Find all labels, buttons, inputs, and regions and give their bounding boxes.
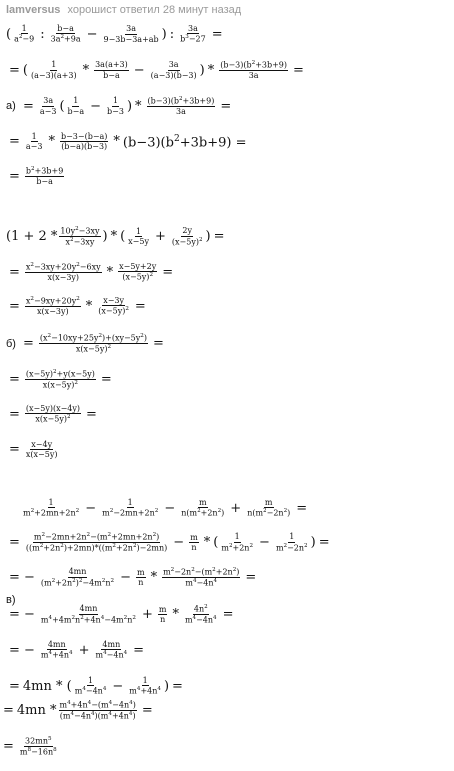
solution-line: = $\frac{m^2-2mn+2n^2-(m^2+2mn+2n^2)}{((m^2+2n^2)+2mn)*((m^2+2n^2)-2mn)}$ − $\frac{m}{n}$ * ( $\frac{1}{m^2+2n^2}$ − $\frac{1}{m^2-2n^2}$ ) =: [9, 532, 330, 553]
solution-line: = 4mn * $\frac{m^4+4n^4-(m^4-4n^4)}{(m^4-4n^4)(m^4+4n^4)}$ =: [3, 700, 153, 721]
solution-line: = ( $\frac{1}{(a-3)(a+3)}$ * $\frac{3a(a+3)}{b-a}$ − $\frac{3a}{(a-3)(b-3)}$ ) * $\frac{(b-3)(b^2+3b+9)}{3a}$ =: [9, 60, 304, 80]
part-label-b: б): [6, 338, 16, 350]
part-label-a: а): [6, 100, 16, 112]
part-label-v: в): [6, 594, 16, 606]
solution-line: = − $\frac{4mn}{m^4+4n^4}$ + $\frac{4mn}{m^4-4n^4}$ =: [9, 640, 145, 660]
solution-line: = $\frac{(x-5y)(x-4y)}{x(x-5y)^2}$ =: [9, 404, 97, 424]
answer-header: [6, 4, 241, 16]
solution-line: = 4mn * ( $\frac{1}{m^4-4n^4}$ − $\frac{1}{m^4+4n^4}$ ) =: [9, 676, 183, 696]
solution-line: = − $\frac{4mn}{(m^2+2n^2)^2-4m^2n^2}$ − $\frac{m}{n}$ * $\frac{m^2-2n^2-(m^2+2n^2)}{m^4-4n^4}$ =: [9, 567, 257, 588]
solution-line: = $\frac{3a}{a-3}$ ( $\frac{1}{b-a}$ − $\frac{1}{b-3}$ ) * $\frac{(b-3)(b^2+3b+9)}{3a}$ =: [23, 96, 232, 116]
solution-line: = $\frac{1}{a-3}$ * $\frac{b-3-(b-a)}{(b-a)(b-3)}$ * $(b-3)(b^2+3b+9)$ =: [9, 132, 247, 152]
solution-line: = $\frac{x^2-3xy+20y^2-6xy}{x(x-3y)}$ * $\frac{x-5y+2y}{(x-5y)^2}$ =: [9, 262, 174, 282]
username[interactable]: lamversus: [6, 4, 61, 16]
solution-line: ( $\frac{1}{a^2-9}$ : $\frac{b-a}{3a^2+9a}$ − $\frac{3a}{9-3b-3a+ab}$ ) : $\frac{3a}{b^3-27}$ =: [6, 24, 223, 44]
solution-line: = $\frac{x-4y}{x(x-5y)}$: [9, 440, 58, 460]
solution-line: = $\frac{32mn^5}{m^8-16n^8}$: [3, 736, 57, 757]
solution-line: = $\frac{(x-5y)^2+y(x-5y)}{x(x-5y)^2}$ =: [9, 369, 112, 390]
solution-line: = $\frac{(x^2-10xy+25y^2)+(xy-5y^2)}{x(x-5y)^2}$ =: [23, 333, 164, 354]
solution-line: = − $\frac{4mn}{m^4+4m^2n^2+4n^4-4m^2n^2}$ + $\frac{m}{n}$ * $\frac{4n^2}{m^4-4n^4}$ =: [9, 604, 234, 625]
solution-line: = $\frac{b^2+3b+9}{b-a}$: [9, 166, 64, 186]
answer-meta: хорошист ответил 28 минут назад: [67, 4, 242, 16]
solution-line: (1 + 2 * $\frac{10y^2-3xy}{x^2-3xy}$ ) * ( $\frac{1}{x-5y}$ + $\frac{2y}{(x-5y)^2}$ ) =: [6, 226, 225, 247]
solution-line: = $\frac{x^2-9xy+20y^2}{x(x-3y)}$ * $\frac{x-3y}{(x-5y)^2}$ =: [9, 296, 146, 316]
solution-line: $\frac{1}{m^2+2mn+2n^2}$ − $\frac{1}{m^2-2mn+2n^2}$ − $\frac{m}{n(m^2+2n^2)}$ + $\frac{m}{n(m^2-2n^2)}$ =: [23, 498, 308, 518]
